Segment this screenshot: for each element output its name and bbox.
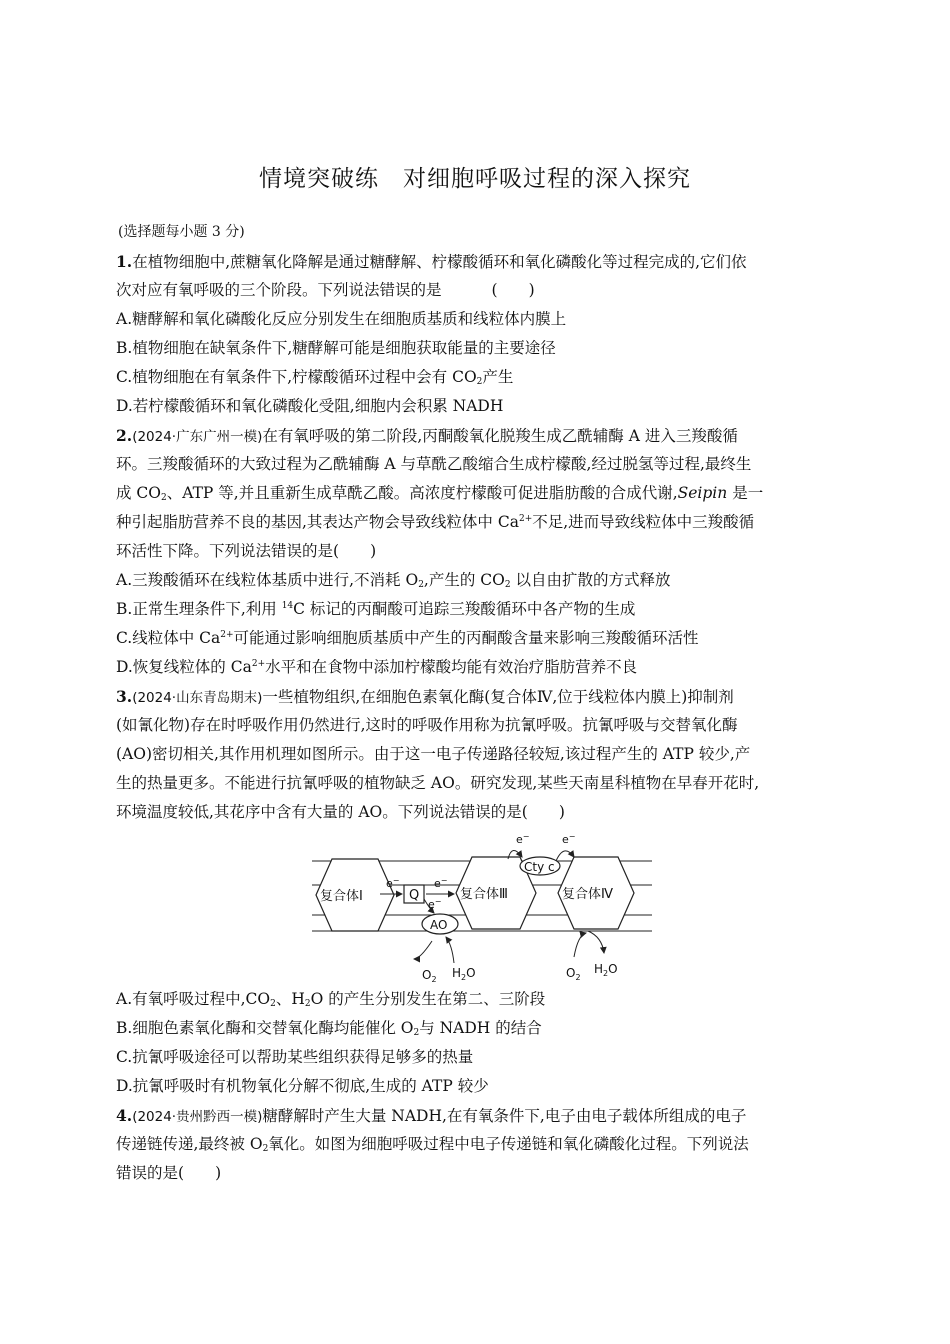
q4-text-1: 糖酵解时产生大量 NADH,在有氧条件下,电子由电子载体所组成的电子 [262,1107,747,1125]
q4-number: 4. [116,1106,133,1125]
q3-stem-line3: (AO)密切相关,其作用机理如图所示。由于这一电子传递路径较短,该过程产生的 ATP 较少,产 [116,745,751,763]
q2-gene-name: Seipin [677,484,728,502]
q4-answer-blank: ( ) [178,1164,222,1182]
o2-label-2: $O_2$ [566,966,581,982]
q2-l4b: 不足,进而导致线粒体中三羧酸循 [532,513,755,531]
q3-text-1: 一些植物组织,在细胞色素氧化酶(复合体Ⅳ,位于线粒体内膜上)抑制剂 [262,688,734,706]
q4-l2a: 传递链传递,最终被 O [116,1135,263,1153]
q1-option-c [116,363,838,392]
q3-option-a [116,985,838,1014]
q3-b2: 与 NADH 的结合 [419,1019,542,1037]
complex-4-label: 复合体Ⅳ [562,887,613,902]
q3-a3: O 的产生分别发生在第二、三阶段 [310,990,546,1008]
q3-option-d: D.抗氰呼吸时有机物氧化分解不彻底,生成的 ATP 较少 [116,1077,489,1095]
q2-l3a: 成 CO [116,484,161,502]
complex-1-label: 复合体Ⅰ [320,889,363,904]
q2-d-sup: 2+ [251,659,266,669]
q2-stem-line1 [116,421,838,450]
arrow-o2-to-c4 [574,933,586,957]
q3-b1: B.细胞色素氧化酶和交替氧化酶均能催化 O [116,1019,414,1037]
q1-c-text: C.植物细胞在有氧条件下,柠檬酸循环过程中会有 CO [116,368,477,386]
q2-c1: C.线粒体中 Ca [116,629,221,647]
complex-3-label: 复合体Ⅲ [460,887,508,902]
arrow-c4-h2o [588,931,604,953]
electron-label-1: e− [386,876,400,890]
q2-d2: 水平和在食物中添加柠檬酸均能有效治疗脂肪营养不良 [265,658,638,676]
q2-option-a [116,566,838,595]
q-label: Q [409,888,420,903]
q3-stem-line1 [116,682,838,711]
q2-a-sub1: 2 [418,580,424,590]
title-part1: 情境突破练 [259,166,379,192]
ao-label: AO [430,918,448,932]
q4-stem-line1 [116,1101,838,1130]
q3-a-sub1: 2 [270,999,276,1009]
q2-d1: D.恢复线粒体的 Ca [116,658,252,676]
q2-stem-line3 [116,479,838,508]
q1-option-b: B.植物细胞在缺氧条件下,糖酵解可能是细胞获取能量的主要途径 [116,339,556,357]
q2-stem-line2: 环。三羧酸循环的大致过程为乙酰辅酶 A 与草酰乙酸缩合生成柠檬酸,经过脱氢等过程,最终生 [116,455,752,473]
q1-stem-line2 [116,276,838,305]
q2-number: 2. [116,426,133,445]
q4-l2sub: 2 [262,1144,269,1154]
h2o-label-2: $H_2O$ [594,962,618,978]
q1-option-d: D.若柠檬酸循环和氧化磷酸化受阻,细胞内会积累 NADH [116,397,504,415]
q3-l5: 环境温度较低,其花序中含有大量的 AO。下列说法错误的是 [116,803,522,821]
q2-text-1: 在有氧呼吸的第二阶段,丙酮酸氧化脱羧生成乙酰辅酶 A 进入三羧酸循 [262,427,738,445]
q1-text-1: 在植物细胞中,蔗糖氧化降解是通过糖酵解、柠檬酸循环和氧化磷酸化等过程完成的,它们依 [132,253,747,271]
q3-option-b [116,1014,838,1043]
q2-a2: ,产生的 CO [423,571,505,589]
electron-label-4: e− [516,832,530,846]
content [116,218,838,1188]
q2-stem-line5 [116,537,838,566]
q2-c2: 可能通过影响细胞质基质中产生的丙酮酸含量来影响三羧酸循环活性 [233,629,699,647]
arrow-cytc-to-c4 [556,851,574,861]
q1-c-sub: 2 [476,377,483,387]
question-1 [116,247,838,421]
q1-option-a: A.糖酵解和氧化磷酸化反应分别发生在细胞质基质和线粒体内膜上 [116,310,567,328]
score-note: (选择题每小题 3 分) [118,224,245,240]
q2-stem-line4 [116,508,838,537]
q3-answer-blank: ( ) [521,803,565,821]
electron-transport-diagram [312,827,652,985]
q2-c-sup: 2+ [220,630,234,640]
q2-source: (2024·广东广州一模) [132,429,263,445]
q2-answer-blank: ( ) [333,542,377,560]
q3-stem-line5 [116,798,838,827]
q2-l4sup: 2+ [518,514,533,524]
q3-number: 3. [116,687,133,706]
q2-a3: 以自由扩散的方式释放 [510,571,671,589]
q4-stem-line2 [116,1130,838,1159]
q3-a2: 、H [275,990,305,1008]
electron-label-5: e− [562,832,576,846]
q3-stem-line2: (如氰化物)存在时呼吸作用仍然进行,这时的呼吸作用称为抗氰呼吸。抗氰呼吸与交替氧化酶 [116,716,738,734]
electron-label-2: e− [434,876,448,890]
o2-label-1: $O_2$ [422,968,437,984]
q4-source: (2024·贵州黔西一模) [132,1109,263,1125]
q3-a-sub2: 2 [304,999,311,1009]
q2-l3c: 是一 [727,484,764,502]
h2o-label-1: $H_2O$ [452,966,476,982]
electron-label-3: e− [428,897,442,911]
q3-option-c: C.抗氰呼吸途径可以帮助某些组织获得足够多的热量 [116,1048,474,1066]
q4-stem-line3 [116,1159,838,1188]
cyt-c-label: Cty c [524,860,555,874]
q2-a1: A.三羧酸循环在线粒体基质中进行,不消耗 O [116,571,419,589]
q1-c-text2: 产生 [482,368,514,386]
q2-l3sub: 2 [161,493,167,503]
question-3 [116,682,838,1101]
q2-option-c [116,624,838,653]
q2-l3b: 、ATP 等,并且重新生成草酰乙酸。高浓度柠檬酸可促进脂肪酸的合成代谢, [166,484,678,502]
q2-b-sup: 14 [281,601,294,611]
q1-text-2: 次对应有氧呼吸的三个阶段。下列说法错误的是 [116,281,442,299]
q4-l3: 错误的是 [116,1164,179,1182]
q2-option-b [116,595,838,624]
q2-option-d [116,653,838,682]
question-2 [116,421,838,682]
q2-l5: 环活性下降。下列说法错误的是 [116,542,334,560]
q1-number: 1. [116,252,133,271]
q4-l2b: 氧化。如图为细胞呼吸过程中电子传递链和氧化磷酸化过程。下列说法 [268,1135,749,1153]
q3-a1: A.有氧呼吸过程中,CO [116,990,271,1008]
arrow-ao-o2 [414,941,432,959]
q2-b1: B.正常生理条件下,利用 [116,600,282,618]
q2-l4a: 种引起脂肪营养不良的基因,其表达产物会导致线粒体中 Ca [116,513,519,531]
q1-stem-line1 [116,247,838,276]
q3-b-sub: 2 [413,1028,420,1038]
q3-source: (2024·山东青岛期末) [132,690,263,706]
q2-a-sub2: 2 [504,580,511,590]
q2-b2: C 标记的丙酮酸可追踪三羧酸循环中各产物的生成 [293,600,636,618]
arrow-ao-h2o [446,937,454,963]
page-title [0,160,950,193]
question-4 [116,1101,838,1188]
q1-answer-blank: ( ) [491,281,535,299]
title-part2: 对细胞呼吸过程的深入探究 [403,166,691,192]
q3-stem-line4: 生的热量更多。不能进行抗氰呼吸的植物缺乏 AO。研究发现,某些天南星科植物在早春开花时, [116,774,760,792]
